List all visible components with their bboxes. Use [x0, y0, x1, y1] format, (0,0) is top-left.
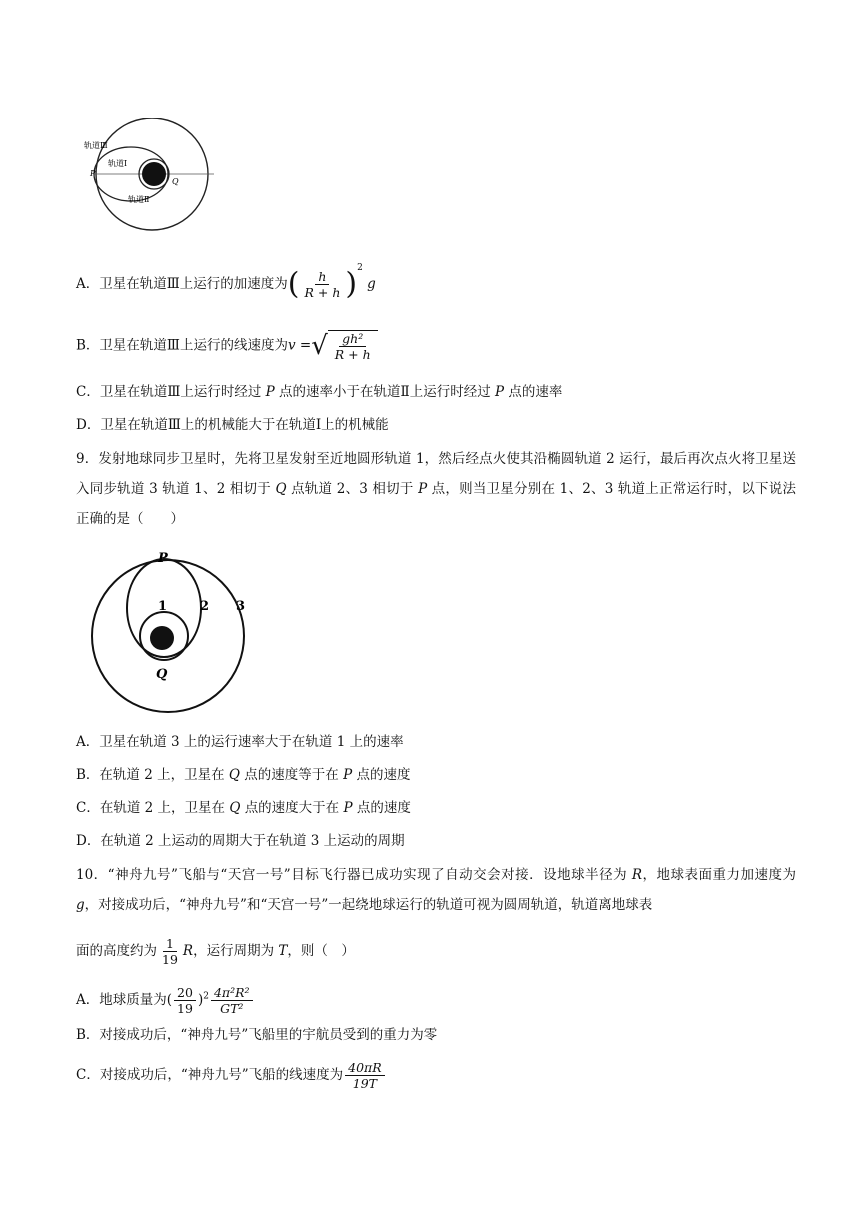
orbit-figure-2 — [82, 548, 254, 718]
q8-a-fraction: $\frac{h}{R + h}$ — [304, 269, 341, 300]
q10-stem-line3: 面的高度约为 $\frac{1}{19}$ R，运行周期为 T，则（ ） — [76, 936, 355, 967]
q9-option-d: D．在轨道 2 上运动的周期大于在轨道 3 上运动的周期 — [76, 833, 405, 849]
q10-stem: 10．“神舟九号”飞船与“天宫一号”目标飞行器已成功实现了自动交会对接．设地球半径为 R，地球表面重力加速度为 g，对接成功后，“神舟九号”和“天宫一号”一起绕地球运行的轨道可视为圆周轨道，轨道离地球表 — [76, 867, 797, 913]
q10-option-c: C．对接成功后，“神舟九号”飞船的线速度为 $\frac{40\pi R}{19T}$ — [76, 1060, 387, 1091]
orbit-figure-1 — [82, 118, 222, 236]
point-q-label: Q — [172, 177, 179, 186]
q8-b-sqrt: √ $\frac{\text{gh²}}{R + h}$ — [311, 330, 377, 362]
q10-a-fraction-1: $\frac{20}{19}$ — [174, 985, 196, 1016]
fig2-point-p: P — [158, 551, 168, 566]
orbit1-label: 轨道Ⅰ — [108, 159, 128, 168]
fig2-orbit-2: 2 — [200, 599, 210, 614]
q10-height-fraction: $\frac{1}{19}$ — [162, 936, 178, 967]
fig2-point-q: Q — [156, 667, 168, 682]
q9-option-a: A．卫星在轨道 3 上的运行速率大于在轨道 1 上的速率 — [76, 734, 404, 750]
q8-option-d: D．卫星在轨道Ⅲ上的机械能大于在轨道Ⅰ上的机械能 — [76, 417, 389, 433]
q10-a-fraction-2: $\frac{\text{4π²R²}}{\text{GT²}}$ — [211, 985, 253, 1016]
q8-option-c: C．卫星在轨道Ⅲ上运行时经过 P 点的速率小于在轨道Ⅱ上运行时经过 P 点的速率 — [76, 384, 563, 400]
q10-c-fraction: $\frac{40\pi R}{19T}$ — [345, 1060, 385, 1091]
orbit2-label: 轨道Ⅱ — [128, 195, 150, 204]
q9-option-b: B．在轨道 2 上，卫星在 Q 点的速度等于在 P 点的速度 — [76, 767, 411, 783]
q9-stem: 9．发射地球同步卫星时，先将卫星发射至近地圆形轨道 1，然后经点火使其沿椭圆轨道 2 运行，最后再次点火将卫星送入同步轨道 3 轨道 1、2 相切于 Q 点轨道 2、3 相切于 P 点，则当卫星分别在 1、2、3 轨道上正常运行时，以下说法正确的是（ ） — [76, 451, 796, 527]
q8-option-a: A．卫星在轨道Ⅲ上运行的加速度为( $\frac{h}{R + h}$ )$^2$ g — [76, 263, 376, 302]
q9-option-c: C．在轨道 2 上，卫星在 Q 点的速度大于在 P 点的速度 — [76, 800, 411, 816]
q10-option-b: B．对接成功后，“神舟九号”飞船里的宇航员受到的重力为零 — [76, 1027, 438, 1043]
point-p-label: P — [90, 169, 96, 178]
fig2-orbit-3: 3 — [236, 599, 246, 614]
q10-option-a: A．地球质量为( $\frac{20}{19}$ )$^2$ $\frac{\text{4π²R²}}{\text{GT²}}$ — [76, 985, 255, 1016]
orbit3-label: 轨道Ⅲ — [84, 141, 108, 150]
fig2-orbit-1: 1 — [158, 599, 168, 614]
q8-option-b: B．卫星在轨道Ⅲ上运行的线速度为v = √ $\frac{\text{gh²}}{R + h}$ — [76, 330, 378, 362]
